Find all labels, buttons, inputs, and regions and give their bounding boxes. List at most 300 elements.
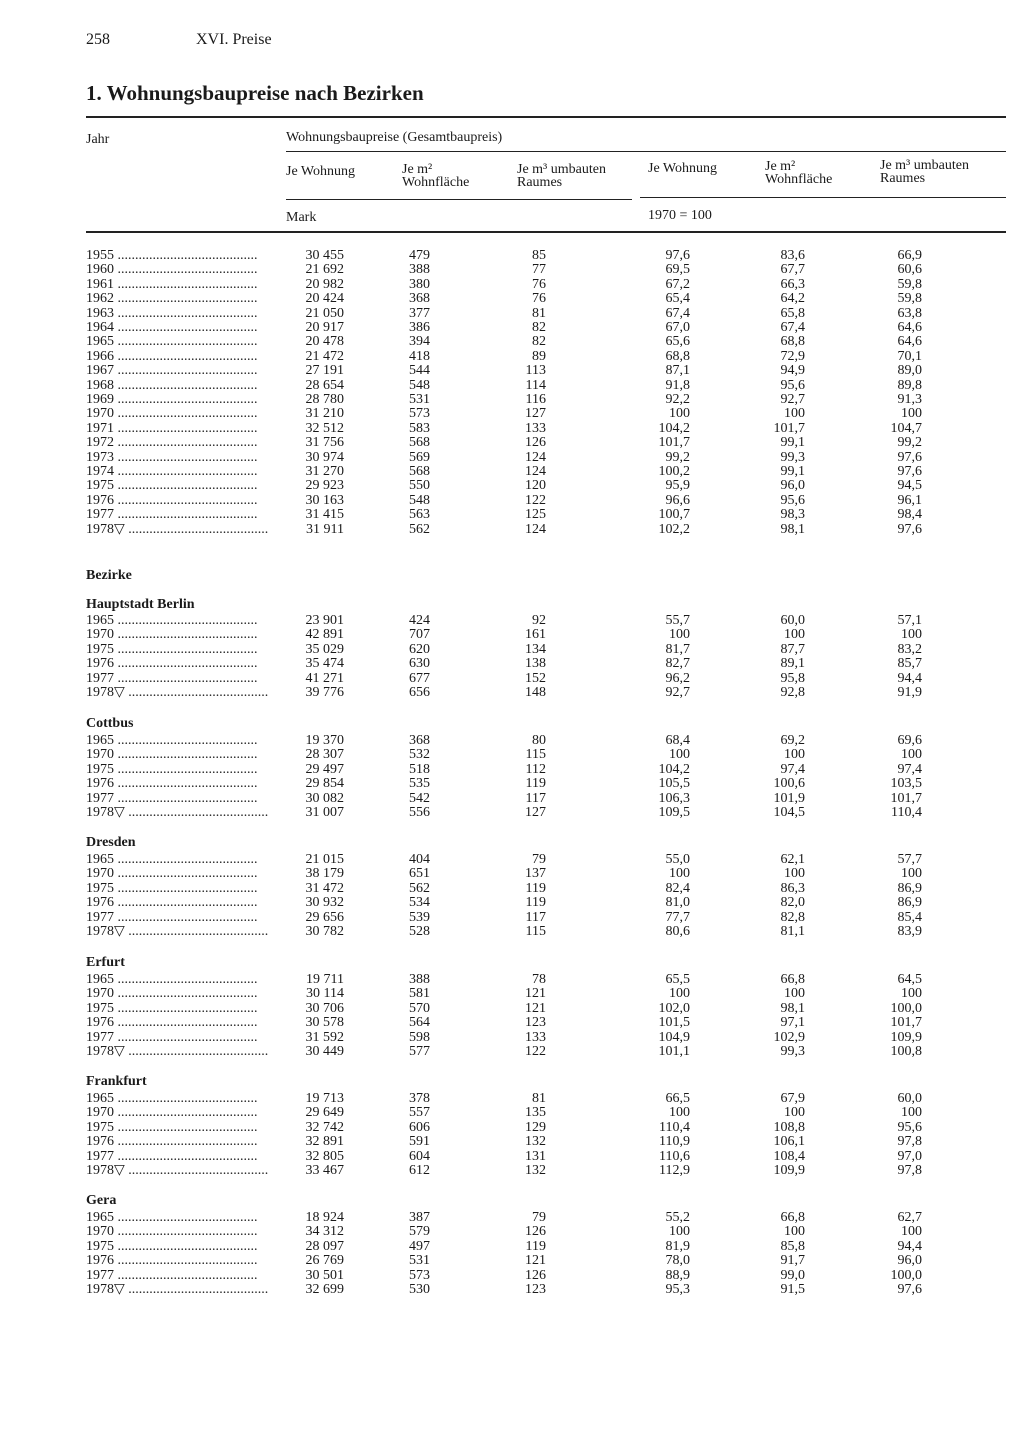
cell-je-m2-mark: 568 — [409, 464, 430, 479]
cell-je-wohnung-index: 100,2 — [658, 464, 690, 479]
cell-je-m3-index: 60,6 — [897, 262, 922, 278]
cell-je-wohnung-mark: 32 699 — [305, 1282, 344, 1297]
cell-year: 1975 ........................................ — [86, 479, 258, 494]
cell-je-m2-index: 69,2 — [780, 733, 805, 748]
cell-year: 1977 ........................................ — [86, 508, 258, 523]
cell-je-wohnung-mark: 21 472 — [305, 348, 344, 364]
cell-je-m2-index: 66,3 — [780, 276, 805, 292]
cell-je-m3-index: 66,9 — [897, 248, 922, 263]
section-heading: Erfurt — [86, 955, 125, 970]
cell-je-wohnung-mark: 28 780 — [305, 392, 344, 407]
cell-je-wohnung-index: 104,9 — [658, 1029, 690, 1045]
cell-je-m2-index: 100 — [784, 1224, 805, 1240]
cell-year: 1973 ........................................ — [86, 450, 258, 465]
cell-je-m3-index: 100 — [901, 627, 922, 643]
cell-je-m3-index: 96,0 — [897, 1253, 922, 1269]
table-row — [0, 1002, 1024, 1016]
cell-je-m2-index: 95,6 — [780, 492, 805, 508]
cell-je-m3-mark: 113 — [525, 363, 546, 379]
cell-je-m3-mark: 127 — [525, 805, 546, 820]
cell-je-wohnung-index: 109,5 — [658, 805, 690, 820]
cell-je-wohnung-index: 100 — [669, 986, 690, 1002]
cell-je-wohnung-index: 100,7 — [658, 507, 690, 523]
cell-je-m3-mark: 114 — [525, 377, 546, 393]
table-row — [0, 523, 1024, 537]
cell-je-m2-index: 81,1 — [780, 924, 805, 939]
table-row — [0, 672, 1024, 686]
cell-je-m2-mark: 528 — [409, 924, 430, 939]
table-title: 1. Wohnungsbaupreise nach Bezirken — [86, 81, 424, 105]
column-header-je-m2-index — [765, 160, 832, 186]
cell-je-wohnung-mark: 39 776 — [305, 685, 344, 700]
cell-je-wohnung-mark: 42 891 — [305, 627, 344, 643]
column-header-je-wohnung-mark: Je Wohnung — [286, 164, 356, 179]
cell-je-wohnung-index: 100 — [669, 406, 690, 422]
table-row — [0, 882, 1024, 896]
cell-je-m2-index: 100 — [784, 627, 805, 643]
cell-je-m3-mark: 81 — [532, 1091, 546, 1106]
cell-je-m3-index: 69,6 — [897, 733, 922, 748]
section-heading: Dresden — [86, 835, 136, 850]
section-heading: Hauptstadt Berlin — [86, 597, 195, 612]
cell-je-wohnung-mark: 29 497 — [305, 761, 344, 777]
cell-je-m3-mark: 127 — [525, 406, 546, 422]
table-row — [0, 792, 1024, 806]
cell-je-wohnung-mark: 19 711 — [306, 972, 344, 987]
cell-je-wohnung-index: 82,4 — [665, 880, 690, 896]
cell-je-m2-mark: 404 — [409, 852, 430, 867]
cell-je-m3-index: 85,4 — [897, 909, 922, 925]
cell-je-m3-index: 99,2 — [897, 435, 922, 451]
cell-je-m2-mark: 579 — [409, 1224, 430, 1240]
cell-je-m3-index: 89,8 — [897, 377, 922, 393]
cell-je-m2-mark: 570 — [409, 1000, 430, 1016]
cell-je-m2-mark: 497 — [409, 1238, 430, 1254]
cell-je-wohnung-index: 100 — [669, 627, 690, 643]
cell-je-m2-mark: 386 — [409, 320, 430, 335]
cell-je-m2-index: 95,6 — [780, 377, 805, 393]
cell-je-m2-mark: 606 — [409, 1119, 430, 1135]
cell-je-m3-mark: 148 — [525, 685, 546, 700]
cell-year: 1976 ........................................ — [86, 493, 258, 508]
cell-je-m2-index: 65,8 — [780, 305, 805, 321]
cell-je-m3-mark: 78 — [532, 972, 546, 987]
table-row — [0, 249, 1024, 263]
cell-je-m2-index: 89,1 — [780, 656, 805, 672]
section-heading: Gera — [86, 1193, 117, 1208]
cell-je-wohnung-index: 81,0 — [665, 895, 690, 911]
cell-je-wohnung-index: 81,7 — [665, 641, 690, 657]
cell-year: 1970 ........................................ — [86, 748, 258, 763]
table-row — [0, 407, 1024, 421]
cell-je-m2-mark: 479 — [409, 248, 430, 263]
table-row — [0, 465, 1024, 479]
cell-je-m2-index: 100,6 — [773, 776, 805, 792]
column-header-line: Je m³ umbauten — [517, 162, 606, 177]
cell-je-wohnung-index: 106,3 — [658, 790, 690, 806]
cell-je-m2-mark: 378 — [409, 1091, 430, 1106]
cell-year: 1975 ........................................ — [86, 881, 258, 896]
cell-je-m3-mark: 123 — [525, 1015, 546, 1031]
cell-year: 1976 ........................................ — [86, 1016, 258, 1031]
cell-je-m2-index: 109,9 — [773, 1163, 805, 1178]
table-row — [0, 1150, 1024, 1164]
cell-je-wohnung-index: 55,0 — [665, 852, 690, 867]
cell-je-m2-mark: 377 — [409, 305, 430, 321]
cell-je-wohnung-index: 105,5 — [658, 776, 690, 792]
cell-je-wohnung-mark: 26 769 — [305, 1253, 344, 1269]
cell-je-wohnung-mark: 31 756 — [305, 435, 344, 451]
cell-year: 1975 ........................................ — [86, 1239, 258, 1254]
cell-je-wohnung-index: 100 — [669, 866, 690, 882]
cell-je-m3-index: 85,7 — [897, 656, 922, 672]
cell-je-wohnung-index: 104,2 — [658, 420, 690, 436]
column-header-jahr: Jahr — [86, 132, 110, 147]
cell-je-wohnung-mark: 20 478 — [305, 334, 344, 350]
cell-je-m3-mark: 112 — [525, 761, 546, 777]
column-header-line: Wohnfläche — [765, 172, 833, 187]
cell-je-wohnung-mark: 32 891 — [305, 1134, 344, 1150]
cell-je-wohnung-index: 101,1 — [658, 1044, 690, 1059]
table-row — [0, 335, 1024, 349]
cell-je-m2-mark: 612 — [409, 1163, 430, 1178]
cell-je-m2-mark: 368 — [409, 291, 430, 307]
cell-year: 1977 ........................................ — [86, 791, 258, 806]
cell-je-wohnung-index: 96,2 — [665, 670, 690, 686]
cell-je-m2-mark: 562 — [409, 521, 430, 537]
cell-je-wohnung-mark: 38 179 — [305, 866, 344, 882]
cell-je-m3-index: 59,8 — [897, 276, 922, 292]
cell-je-m3-mark: 82 — [532, 320, 546, 335]
cell-je-wohnung-index: 91,8 — [665, 377, 690, 393]
cell-je-m2-mark: 548 — [409, 377, 430, 393]
cell-je-m2-index: 67,4 — [780, 320, 805, 335]
cell-je-m3-mark: 133 — [525, 1029, 546, 1045]
cell-je-m3-index: 100 — [901, 866, 922, 882]
cell-je-wohnung-mark: 30 706 — [305, 1000, 344, 1016]
cell-je-wohnung-mark: 32 512 — [305, 420, 344, 436]
cell-je-wohnung-mark: 35 029 — [305, 641, 344, 657]
cell-year: 1970 ........................................ — [86, 628, 258, 643]
cell-je-wohnung-index: 96,6 — [665, 492, 690, 508]
cell-je-m3-index: 110,4 — [891, 805, 922, 820]
cell-je-wohnung-mark: 21 692 — [305, 262, 344, 278]
cell-year: 1965 ........................................ — [86, 734, 258, 748]
cell-je-wohnung-index: 110,6 — [659, 1148, 690, 1164]
column-group-header: Wohnungsbaupreise (Gesamtbaupreis) — [286, 130, 503, 145]
cell-je-m3-index: 60,0 — [897, 1091, 922, 1106]
cell-je-m2-mark: 707 — [409, 627, 430, 643]
cell-je-m3-mark: 121 — [525, 1253, 546, 1269]
cell-je-m3-index: 63,8 — [897, 305, 922, 321]
cell-je-m2-mark: 388 — [409, 972, 430, 987]
cell-je-wohnung-index: 102,2 — [658, 521, 690, 537]
column-header-line: Je m² — [765, 159, 796, 174]
cell-je-m3-mark: 123 — [525, 1282, 546, 1297]
header-bottom-rule — [86, 231, 1006, 233]
cell-year: 1965 ........................................ — [86, 335, 258, 350]
cell-je-wohnung-mark: 31 270 — [305, 464, 344, 479]
cell-je-wohnung-index: 100 — [669, 1224, 690, 1240]
bezirke-heading: Bezirke — [86, 568, 132, 583]
cell-year: 1965 ........................................ — [86, 1092, 258, 1106]
cell-je-m2-index: 100 — [784, 866, 805, 882]
cell-je-m2-index: 92,8 — [780, 685, 805, 700]
table-row — [0, 1135, 1024, 1149]
table-row — [0, 364, 1024, 378]
cell-je-m3-mark: 124 — [525, 449, 546, 465]
cell-je-m2-mark: 424 — [409, 613, 430, 628]
cell-je-m3-index: 103,5 — [890, 776, 922, 792]
cell-je-m3-index: 91,9 — [897, 685, 922, 700]
cell-je-m2-mark: 620 — [409, 641, 430, 657]
cell-je-m3-mark: 126 — [525, 435, 546, 451]
cell-je-m3-mark: 115 — [525, 924, 546, 939]
group-rule — [286, 151, 1006, 152]
cell-je-wohnung-index: 78,0 — [665, 1253, 690, 1269]
cell-je-m2-mark: 544 — [409, 363, 430, 379]
cell-je-m2-mark: 568 — [409, 435, 430, 451]
cell-je-m3-index: 86,9 — [897, 880, 922, 896]
cell-je-m2-mark: 368 — [409, 733, 430, 748]
table-row — [0, 1016, 1024, 1030]
table-row — [0, 350, 1024, 364]
cell-je-m3-mark: 121 — [525, 986, 546, 1002]
cell-je-m3-index: 109,9 — [890, 1029, 922, 1045]
table-row — [0, 853, 1024, 867]
table-row — [0, 1121, 1024, 1135]
cell-je-m3-index: 100 — [901, 747, 922, 763]
cell-je-wohnung-mark: 32 742 — [305, 1119, 344, 1135]
table-row — [0, 1254, 1024, 1268]
cell-je-m2-index: 82,8 — [780, 909, 805, 925]
cell-year: 1975 ........................................ — [86, 762, 258, 777]
cell-je-m2-mark: 534 — [409, 895, 430, 911]
table-row — [0, 1045, 1024, 1059]
cell-je-wohnung-mark: 20 917 — [305, 320, 344, 335]
cell-year: 1955 ........................................ — [86, 249, 258, 263]
cell-je-m2-mark: 556 — [409, 805, 430, 820]
table-row — [0, 748, 1024, 762]
cell-je-wohnung-mark: 31 415 — [305, 507, 344, 523]
cell-je-m3-index: 57,7 — [897, 852, 922, 867]
cell-je-m2-mark: 564 — [409, 1015, 430, 1031]
cell-year: 1978▽ ........................................ — [86, 1283, 269, 1297]
cell-je-m3-mark: 119 — [525, 776, 546, 792]
cell-je-m2-index: 67,9 — [780, 1091, 805, 1106]
cell-je-m3-mark: 124 — [525, 521, 546, 537]
cell-je-wohnung-mark: 34 312 — [305, 1224, 344, 1240]
cell-je-m3-mark: 81 — [532, 305, 546, 321]
table-row — [0, 451, 1024, 465]
cell-je-wohnung-mark: 35 474 — [305, 656, 344, 672]
cell-je-m3-mark: 138 — [525, 656, 546, 672]
cell-je-wohnung-index: 92,2 — [665, 392, 690, 407]
cell-je-wohnung-mark: 19 370 — [305, 733, 344, 748]
cell-je-wohnung-index: 55,7 — [665, 613, 690, 628]
cell-je-m2-mark: 380 — [409, 276, 430, 292]
cell-je-wohnung-index: 100 — [669, 747, 690, 763]
cell-je-m3-index: 104,7 — [890, 420, 922, 436]
cell-je-wohnung-index: 65,5 — [665, 972, 690, 987]
section-heading: Cottbus — [86, 716, 134, 731]
cell-je-m2-index: 83,6 — [780, 248, 805, 263]
cell-je-m2-mark: 418 — [409, 348, 430, 364]
cell-year: 1975 ........................................ — [86, 1120, 258, 1135]
cell-je-m2-mark: 651 — [409, 866, 430, 882]
table-row — [0, 973, 1024, 987]
cell-je-m2-index: 87,7 — [780, 641, 805, 657]
cell-je-m2-index: 66,8 — [780, 972, 805, 987]
cell-je-m3-mark: 122 — [525, 492, 546, 508]
table-row — [0, 321, 1024, 335]
cell-je-m3-index: 97,8 — [897, 1163, 922, 1178]
cell-year: 1965 ........................................ — [86, 853, 258, 867]
cell-je-m3-mark: 121 — [525, 1000, 546, 1016]
cell-je-m3-index: 97,6 — [897, 1282, 922, 1297]
cell-je-m2-mark: 542 — [409, 790, 430, 806]
cell-je-m3-index: 59,8 — [897, 291, 922, 307]
cell-year: 1963 ........................................ — [86, 306, 258, 321]
table-row — [0, 867, 1024, 881]
cell-je-m2-mark: 583 — [409, 420, 430, 436]
cell-je-m3-mark: 77 — [532, 262, 546, 278]
cell-je-m3-mark: 125 — [525, 507, 546, 523]
cell-je-wohnung-mark: 19 713 — [305, 1091, 344, 1106]
cell-je-m3-index: 64,5 — [897, 972, 922, 987]
column-header-je-m2-mark — [402, 163, 469, 189]
cell-je-m2-index: 97,4 — [780, 761, 805, 777]
table-row — [0, 436, 1024, 450]
cell-je-wohnung-index: 101,7 — [658, 435, 690, 451]
cell-je-m2-index: 91,7 — [780, 1253, 805, 1269]
cell-je-m2-index: 91,5 — [780, 1282, 805, 1297]
cell-je-wohnung-index: 68,4 — [665, 733, 690, 748]
cell-year: 1964 ........................................ — [86, 321, 258, 335]
cell-je-m3-mark: 134 — [525, 641, 546, 657]
table-row — [0, 479, 1024, 493]
cell-je-m3-mark: 116 — [525, 392, 546, 407]
cell-year: 1977 ........................................ — [86, 1149, 258, 1164]
table-row — [0, 896, 1024, 910]
table-row — [0, 1164, 1024, 1178]
cell-je-m2-mark: 387 — [409, 1210, 430, 1225]
cell-year: 1976 ........................................ — [86, 777, 258, 792]
cell-je-wohnung-mark: 31 592 — [305, 1029, 344, 1045]
cell-je-m2-index: 98,1 — [780, 521, 805, 537]
cell-je-wohnung-mark: 27 191 — [305, 363, 344, 379]
cell-je-m3-mark: 122 — [525, 1044, 546, 1059]
cell-je-m2-mark: 394 — [409, 334, 430, 350]
cell-je-m2-index: 99,1 — [780, 464, 805, 479]
cell-je-wohnung-index: 101,5 — [658, 1015, 690, 1031]
cell-je-m2-index: 102,9 — [773, 1029, 805, 1045]
cell-je-m3-index: 86,9 — [897, 895, 922, 911]
cell-year: 1978▽ ........................................ — [86, 522, 269, 537]
page-header — [86, 31, 272, 49]
cell-je-m2-index: 97,1 — [780, 1015, 805, 1031]
cell-je-m3-index: 98,4 — [897, 507, 922, 523]
cell-je-wohnung-mark: 28 097 — [305, 1238, 344, 1254]
cell-je-m3-index: 70,1 — [897, 348, 922, 364]
cell-je-m3-mark: 119 — [525, 895, 546, 911]
cell-je-wohnung-mark: 32 805 — [305, 1148, 344, 1164]
cell-je-wohnung-index: 82,7 — [665, 656, 690, 672]
cell-year: 1965 ........................................ — [86, 614, 258, 628]
cell-je-m3-index: 101,7 — [890, 1015, 922, 1031]
cell-je-m2-index: 98,1 — [780, 1000, 805, 1016]
cell-je-m2-mark: 535 — [409, 776, 430, 792]
cell-je-m3-mark: 126 — [525, 1267, 546, 1283]
cell-je-m3-mark: 119 — [525, 1238, 546, 1254]
cell-je-wohnung-index: 110,9 — [659, 1134, 690, 1150]
column-header-line: Je m² — [402, 162, 433, 177]
cell-je-m2-index: 95,8 — [780, 670, 805, 686]
cell-year: 1962 ........................................ — [86, 292, 258, 307]
cell-je-m2-index: 106,1 — [773, 1134, 805, 1150]
cell-je-m2-index: 67,7 — [780, 262, 805, 278]
cell-je-m3-index: 94,4 — [897, 1238, 922, 1254]
cell-je-wohnung-index: 87,1 — [665, 363, 690, 379]
cell-je-m2-index: 99,0 — [780, 1267, 805, 1283]
cell-je-m2-index: 64,2 — [780, 291, 805, 307]
cell-je-wohnung-index: 68,8 — [665, 348, 690, 364]
table-row — [0, 292, 1024, 306]
column-header-line: Raumes — [517, 175, 563, 190]
cell-je-m2-index: 72,9 — [780, 348, 805, 364]
cell-je-m3-mark: 126 — [525, 1224, 546, 1240]
cell-je-m3-index: 96,1 — [897, 492, 922, 508]
cell-je-m3-mark: 117 — [525, 790, 546, 806]
cell-je-wohnung-index: 92,7 — [665, 685, 690, 700]
table-row — [0, 422, 1024, 436]
header-top-rule — [86, 116, 1006, 118]
cell-je-wohnung-index: 95,9 — [665, 478, 690, 494]
cell-je-m3-index: 101,7 — [890, 790, 922, 806]
cell-je-m2-mark: 569 — [409, 449, 430, 465]
cell-je-wohnung-index: 88,9 — [665, 1267, 690, 1283]
cell-je-m3-index: 100 — [901, 986, 922, 1002]
table-row — [0, 263, 1024, 277]
cell-year: 1974 ........................................ — [86, 465, 258, 479]
cell-je-wohnung-mark: 33 467 — [305, 1163, 344, 1178]
cell-je-m2-index: 108,8 — [773, 1119, 805, 1135]
cell-je-wohnung-mark: 28 654 — [305, 377, 344, 393]
cell-je-m3-index: 100 — [901, 1224, 922, 1240]
cell-je-m3-mark: 119 — [525, 880, 546, 896]
cell-je-wohnung-mark: 28 307 — [305, 747, 344, 763]
table-row — [0, 911, 1024, 925]
cell-je-m2-index: 108,4 — [773, 1148, 805, 1164]
cell-year: 1970 ........................................ — [86, 1225, 258, 1240]
cell-je-wohnung-index: 80,6 — [665, 924, 690, 939]
cell-year: 1970 ........................................ — [86, 987, 258, 1002]
cell-je-wohnung-index: 55,2 — [665, 1210, 690, 1225]
cell-year: 1978▽ ........................................ — [86, 1045, 269, 1059]
table-row — [0, 628, 1024, 642]
cell-je-m2-mark: 591 — [409, 1134, 430, 1150]
cell-je-m3-index: 100,8 — [890, 1044, 922, 1059]
cell-je-wohnung-index: 67,2 — [665, 276, 690, 292]
cell-je-wohnung-index: 102,0 — [658, 1000, 690, 1016]
cell-year: 1969 ........................................ — [86, 393, 258, 407]
cell-je-wohnung-mark: 23 901 — [305, 613, 344, 628]
cell-je-m3-mark: 76 — [532, 276, 546, 292]
cell-je-m3-mark: 117 — [525, 909, 546, 925]
cell-je-wohnung-index: 100 — [669, 1105, 690, 1121]
column-header-line: Wohnfläche — [402, 175, 470, 190]
cell-je-m3-mark: 115 — [525, 747, 546, 763]
